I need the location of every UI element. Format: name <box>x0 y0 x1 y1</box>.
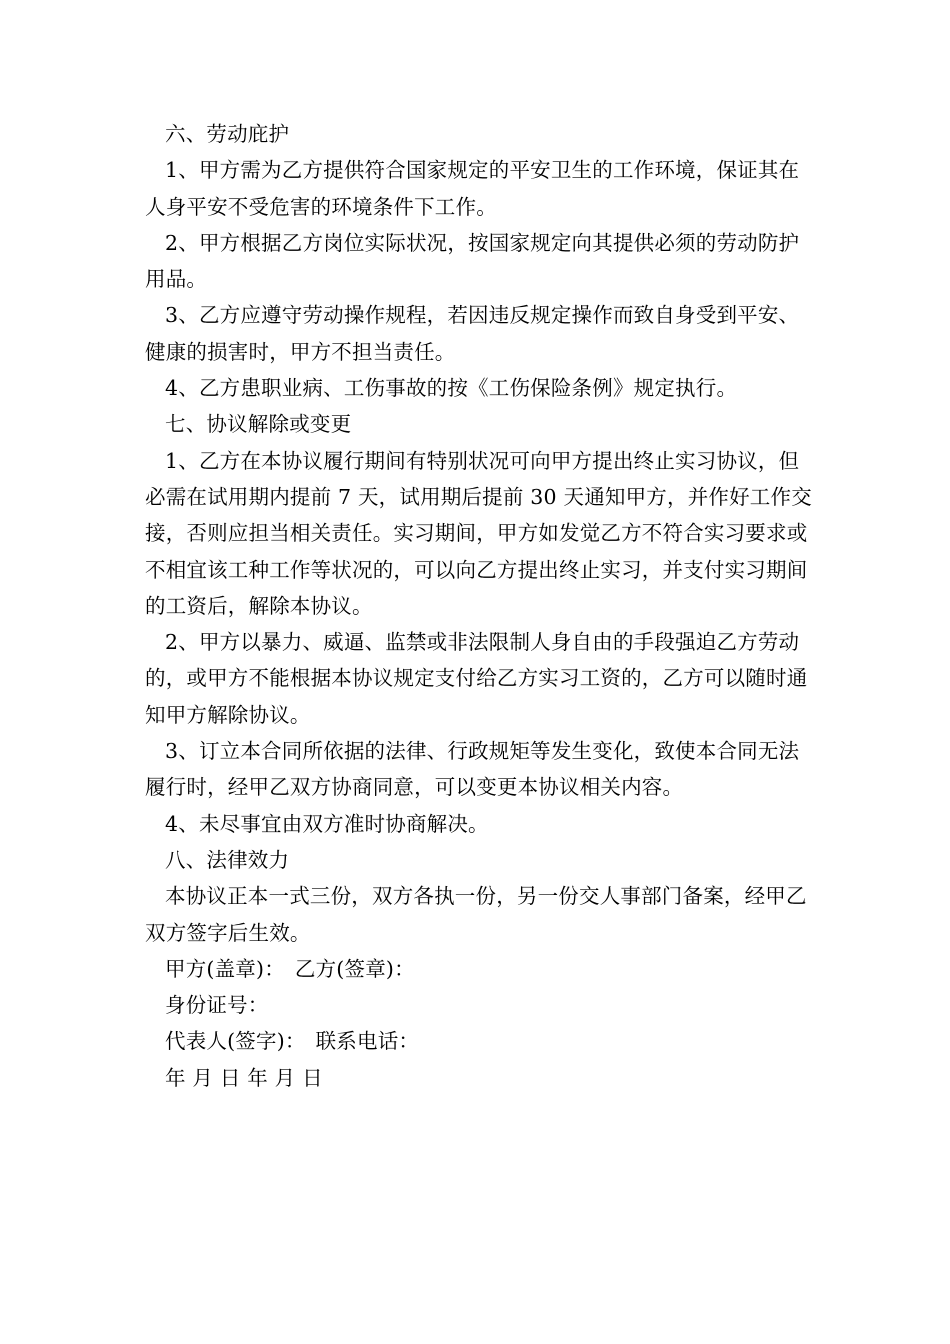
signature-contact-line <box>145 1023 817 1059</box>
date-line: 年 月 日 年 月 日 <box>165 1065 323 1090</box>
signature-party-line <box>145 951 817 987</box>
id-number-label: 身份证号： <box>165 993 269 1018</box>
clause-7-1: 1、乙方在本协议履行期间有特别状况可向甲方提出终止实习协议，但必需在试用期内提前 7 天，试用期后提前 30 天通知甲方，并作好工作交接，否则应担当相关责任。实习期间，甲方如发觉乙方不符合实习要求或不相宜该工种工作等状况的，可以向乙方提出终止实习，并支付实习期间的工资后，解除本协议。 <box>145 448 812 618</box>
clause-6-3: 3、乙方应遵守劳动操作规程，若因违反规定操作而致自身受到平安、健康的损害时，甲方不担当责任。 <box>145 303 800 364</box>
clause-8-body: 本协议正本一式三份，双方各执一份，另一份交人事部门备案，经甲乙双方签字后生效。 <box>145 884 807 945</box>
party-b-sign-label: 乙方(签章)： <box>294 956 415 981</box>
phone-label: 联系电话： <box>315 1029 420 1054</box>
clause-6-1: 1、甲方需为乙方提供符合国家规定的平安卫生的工作环境，保证其在人身平安不受危害的环境条件下工作。 <box>145 158 800 219</box>
document-body <box>145 116 817 1096</box>
clause-6-4: 4、乙方患职业病、工伤事故的按《工伤保险条例》规定执行。 <box>165 376 738 401</box>
clause-6-2: 2、甲方根据乙方岗位实际状况，按国家规定向其提供必须的劳动防护用品。 <box>145 230 800 292</box>
representative-label: 代表人(签字)： <box>165 1029 306 1054</box>
section-heading-legal-effect: 八、法律效力 <box>165 847 290 872</box>
section-heading-labor-protection: 六、劳动庇护 <box>165 122 290 146</box>
section-heading-termination: 七、协议解除或变更 <box>165 412 352 437</box>
clause-7-4: 4、未尽事宜由双方准时协商解决。 <box>165 811 489 836</box>
clause-7-3: 3、订立本合同所依据的法律、行政规矩等发生变化，致使本合同无法履行时，经甲乙双方协商同意，可以变更本协议相关内容。 <box>145 739 800 800</box>
party-a-seal-label: 甲方(盖章)： <box>165 956 285 981</box>
clause-7-2: 2、甲方以暴力、威逼、监禁或非法限制人身自由的手段强迫乙方劳动的，或甲方不能根据本协议规定支付给乙方实习工资的，乙方可以随时通知甲方解除协议。 <box>145 630 808 727</box>
